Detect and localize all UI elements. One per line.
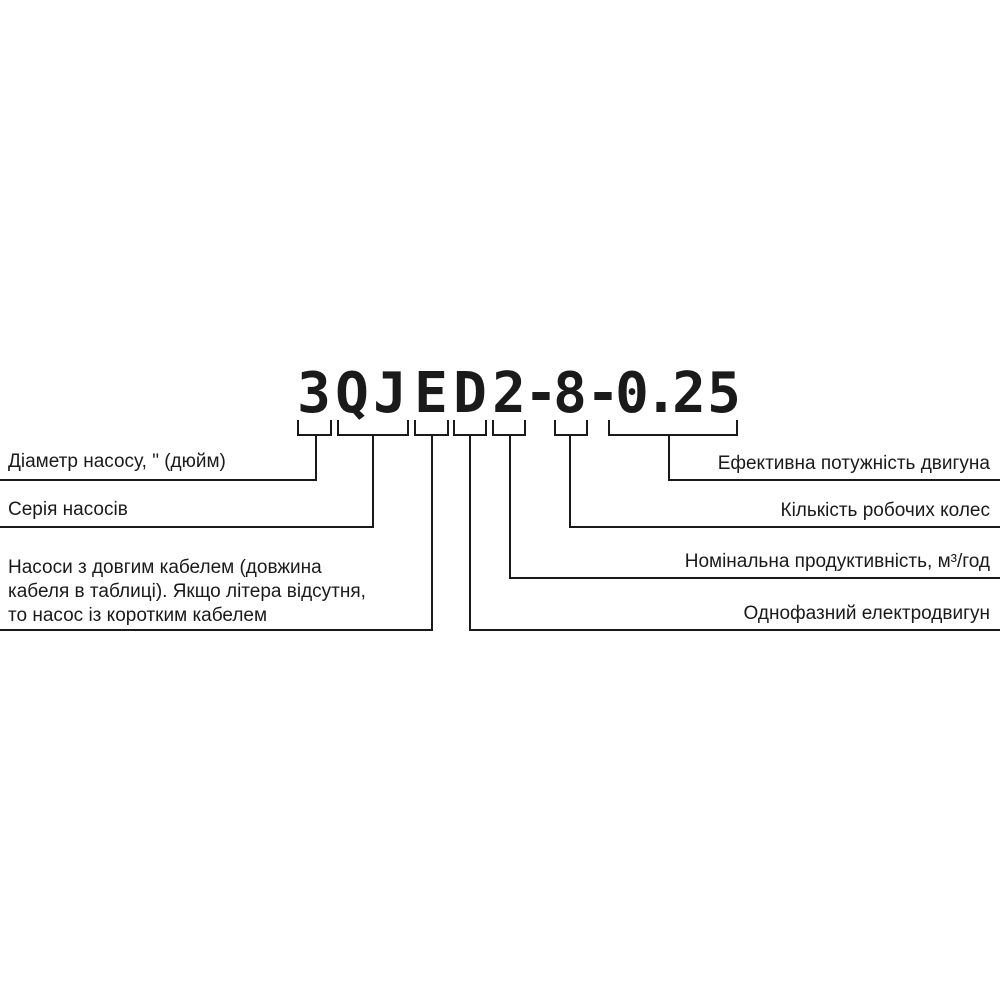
label-impellers: Кількість робочих колес [780, 500, 990, 521]
code-char-impellers: 8 [553, 361, 587, 426]
bracket-diameter [298, 420, 331, 435]
code-char-diameter: 3 [297, 361, 331, 426]
code-char-flow: 2 [492, 361, 526, 426]
code-char-power-2: 2 [672, 361, 706, 426]
code-char-series-q: Q [335, 361, 369, 426]
code-char-dash-1: - [524, 361, 558, 426]
code-char-power-5: 5 [707, 361, 741, 426]
code-char-dash-2: - [586, 361, 620, 426]
code-char-cable: E [414, 361, 448, 426]
bracket-power [609, 420, 737, 435]
label-power: Ефективна потужність двигуна [717, 453, 990, 474]
code-char-series-j: J [373, 361, 407, 426]
code-char-power-0: 0 [615, 361, 649, 426]
label-diameter: Діаметр насосу, " (дюйм) [8, 451, 226, 472]
label-long-cable-1: Насоси з довгим кабелем (довжина [8, 557, 322, 578]
label-flow: Номінальна продуктивність, м³/год [684, 551, 990, 572]
label-series: Серія насосів [8, 499, 128, 520]
label-long-cable-2: кабеля в таблиці). Якщо літера відсутня, [8, 581, 366, 602]
label-long-cable-3: то насос із коротким кабелем [8, 605, 268, 626]
bracket-phase [454, 420, 486, 435]
bracket-series [338, 420, 408, 435]
bracket-flow [493, 420, 525, 435]
label-single-phase: Однофазний електродвигун [743, 603, 990, 624]
bracket-impellers [555, 420, 587, 435]
bracket-cable [415, 420, 448, 435]
code-char-phase: D [453, 361, 487, 426]
code-char-power-dot: . [644, 361, 678, 426]
